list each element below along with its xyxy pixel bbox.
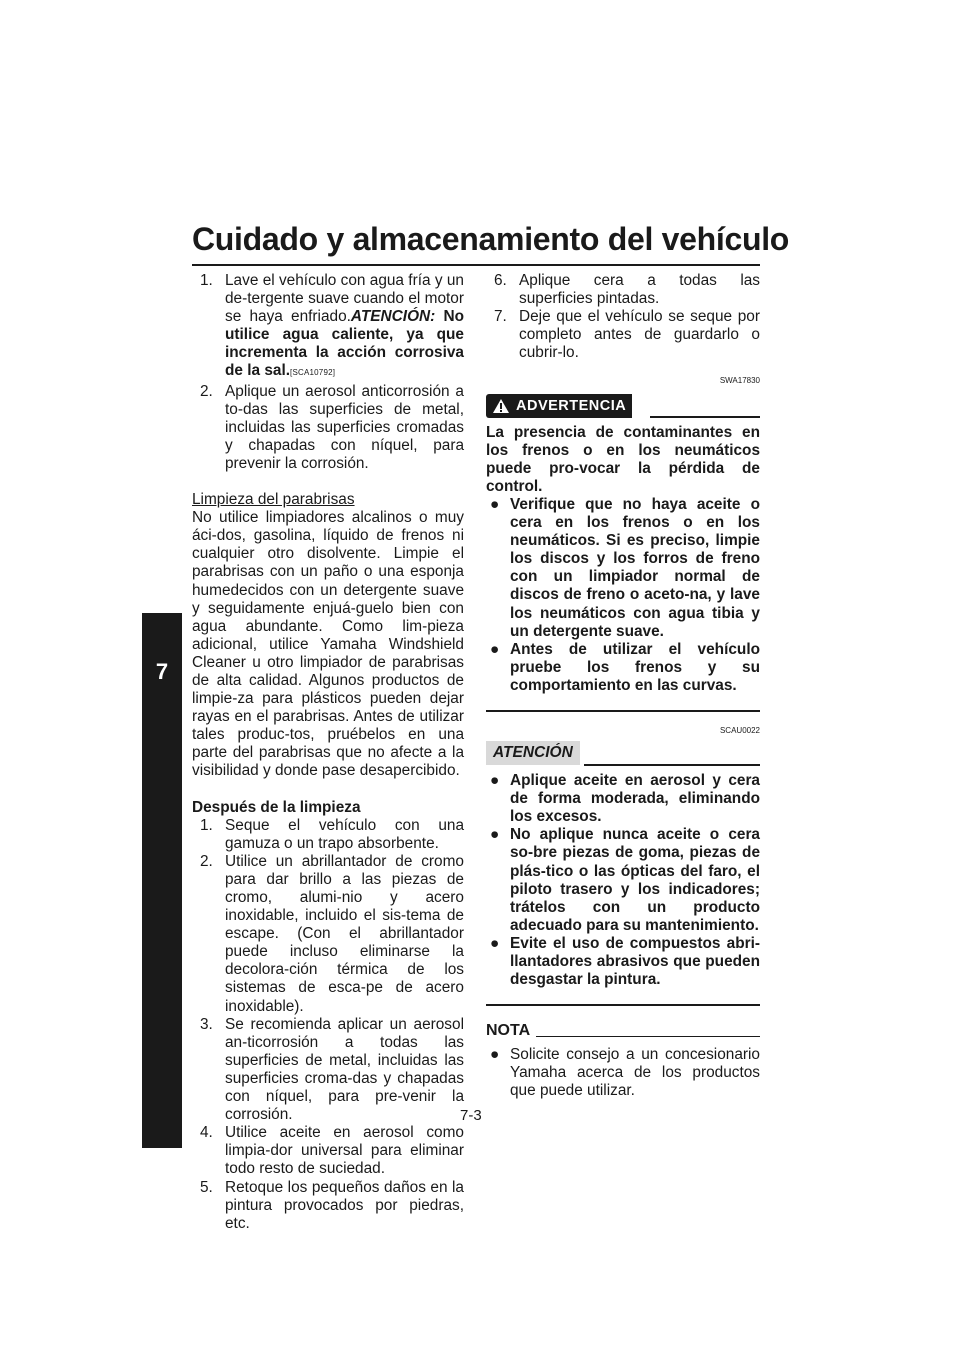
reference-code: [SCA10792] [290, 368, 336, 378]
after-cleaning-steps [192, 817, 464, 1233]
note-header [486, 1022, 760, 1040]
inline-caution-label: ATENCIÓN: [350, 308, 436, 326]
after-cleaning-heading: Después de la limpieza [192, 798, 361, 816]
caution-bullets [486, 772, 760, 989]
note-label: NOTA [486, 1022, 531, 1040]
warning-body [486, 424, 760, 695]
caution-label: ATENCIÓN [486, 741, 580, 765]
windshield-paragraph: No utilice limpiadores alcalinos o muy áci-dos, gasolina, líquido de frenos ni cualquier otro disolvente. Limpie el parabrisas con un paño o una esponja humedecidos con un detergente suave y seguidamente enjuá-guelo bien con agua abundante. Como lim-pieza adicional, utilice Yamaha Windshield Cleaner u otro limpiador de parabrisas de alta calidad. Algunos productos de limpie-za para plásticos pueden dejar rayas en el parabrisas. Antes de utilizar tales produc-tos, pruébelos en una parte del parabrisas que no afecte a la visibilidad y donde pase desapercibido. [192, 509, 464, 780]
chapter-number: 7 [155, 659, 169, 684]
inline-caution-text: No utilice agua caliente, ya que incrementa la acción corrosiva de la sal. [225, 308, 464, 380]
list-item: ● Evite el uso de compuestos abri-llantadores abrasivos que pueden desgastar la pintura. [490, 934, 760, 989]
left-column [192, 272, 464, 1233]
bullet-icon: ● [490, 640, 500, 658]
step-item: 1. Lave el vehículo con agua fría y un de-tergente suave cuando el motor se haya enfriado.ATENCIÓN: No utilice agua caliente, ya que incrementa la acción corrosiva de la sal.[SCA10792] [200, 272, 464, 380]
step-item: 4. Utilice aceite en aerosol como limpia-dor universal para eliminar todo resto de suciedad. [200, 1124, 464, 1178]
bullet-icon: ● [490, 772, 500, 790]
page-title: Cuidado y almacenamiento del vehículo [192, 221, 790, 257]
warning-intro: La presencia de contaminantes en los frenos o en los neumáticos puede pro-vocar la pérdida de control. [486, 423, 760, 495]
list-item: ● Solicite consejo a un concesionario Yamaha acerca de los productos que puede utilizar. [490, 1046, 760, 1100]
warning-triangle-icon [492, 398, 510, 414]
bullet-icon: ● [490, 1046, 500, 1064]
step-item: 2. Utilice un abrillantador de cromo para dar brillo a las piezas de cromo, alumi-nio y acero inoxidable, incluido el sis-tema de escape. (Con el abrillantador puede incluso eliminarse la decolora-ción térmica de los sistemas de esca-pe de acero inoxidable). [200, 852, 464, 1015]
caution-body [486, 772, 760, 989]
caution-header [486, 740, 760, 766]
list-item: ● Aplique aceite en aerosol y cera de forma moderada, eliminando los excesos. [490, 772, 760, 826]
step-item: 1. Seque el vehículo con una gamuza o un trapo absorbente. [200, 816, 464, 852]
step-item: 6. Aplique cera a todas las superficies pintadas. [494, 272, 760, 308]
note-bullets [486, 1046, 760, 1100]
chapter-tab [142, 613, 182, 1148]
washing-steps [192, 272, 464, 473]
bullet-icon: ● [490, 826, 500, 844]
list-item: ● Antes de utilizar el vehículo pruebe los frenos y su comportamiento en las curvas. [490, 640, 760, 694]
bullet-icon: ● [490, 495, 500, 513]
caution-code: SCAU0022 [719, 725, 760, 735]
caution-end-rule [486, 1004, 760, 1006]
step-item: 5. Retoque los pequeños daños en la pintura provocados por piedras, etc. [200, 1178, 464, 1232]
list-item: ● Verifique que no haya aceite o cera en los frenos o en los neumáticos. Si es preciso, limpie los discos y los forros de freno con un limpiador normal de discos de freno o aceto-na, y lave los neumáticos con agua tibia y un detergente suave. [490, 495, 760, 640]
right-column [486, 272, 760, 1101]
title-rule [192, 264, 760, 266]
warning-end-rule [486, 710, 760, 712]
list-item: ● No aplique nunca aceite o cera so-bre piezas de goma, piezas de plás-tico o las ópticas del faro, el piloto trasero y los indicadores; trátelos con un producto adecuado para su mantenimiento. [490, 826, 760, 934]
step-item: 7. Deje que el vehículo se seque por completo antes de guardarlo o cubrir-lo. [494, 308, 760, 362]
warning-bullets [486, 496, 760, 695]
note-rule [536, 1036, 760, 1038]
step-item: 3. Se recomienda aplicar un aerosol an-ticorrosión a todas las superficies de metal, incluidas las superficies croma-das y chapadas con níquel, para pre-venir la corrosión. [200, 1015, 464, 1124]
warning-label-box [486, 394, 632, 418]
bullet-icon: ● [490, 934, 500, 952]
page-number: 7-3 [460, 1107, 482, 1124]
step-item: 2. Aplique un aerosol anticorrosión a to-das las superficies de metal, incluidas las superficies cromadas y chapadas con níquel, para prevenir la corrosión. [200, 382, 464, 472]
warning-label: ADVERTENCIA [516, 397, 627, 414]
warning-rule [650, 416, 760, 418]
caution-rule [584, 764, 760, 766]
warning-code: SWA17830 [719, 376, 760, 386]
warning-header [486, 394, 760, 418]
windshield-heading: Limpieza del parabrisas [192, 491, 355, 509]
final-steps [486, 272, 760, 362]
